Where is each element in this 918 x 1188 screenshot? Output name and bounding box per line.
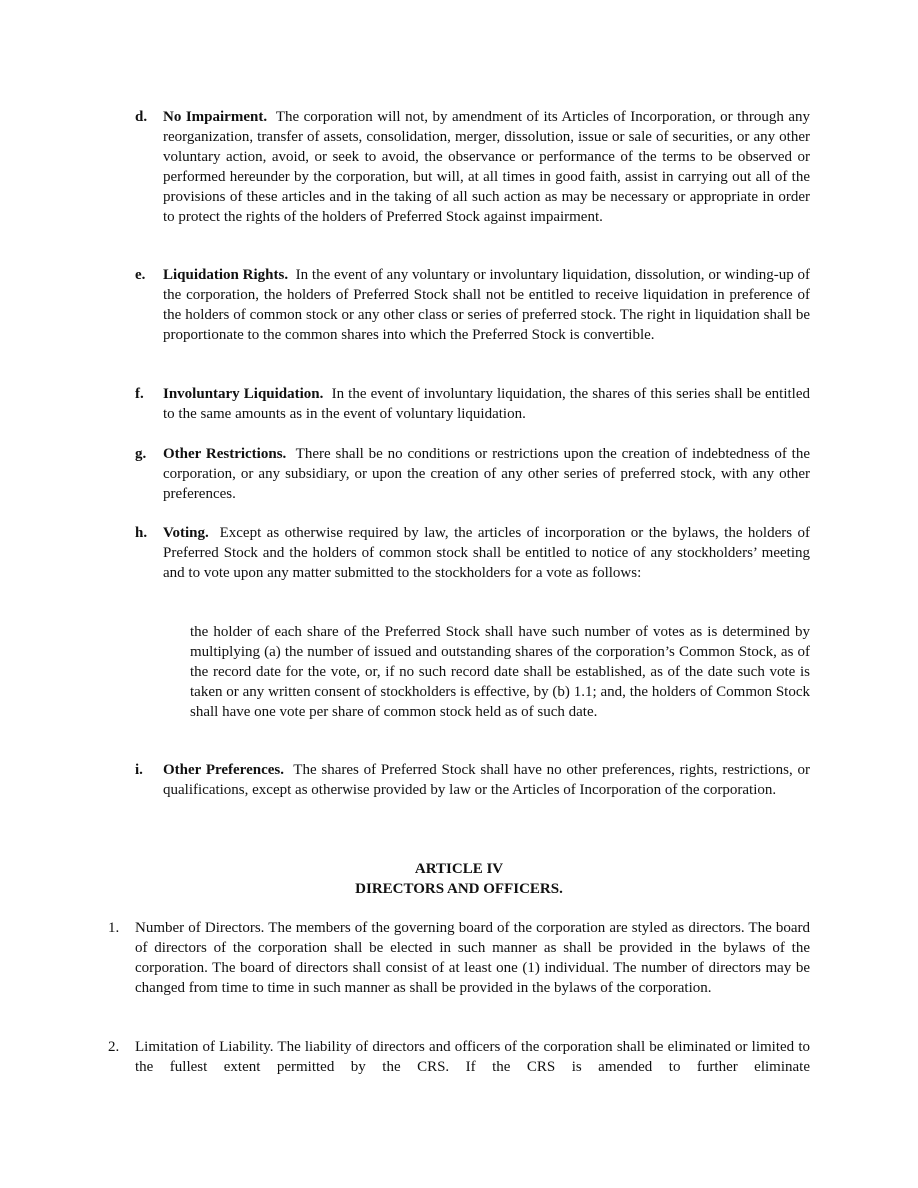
section-i-text: The shares of Preferred Stock shall have no other preferences, rights, restrictions, or qualifications, except as otherwise provided by law or the Articles of Incorporation of the corporation. bbox=[163, 762, 811, 798]
numbered-item-2-text: Limitation of Liability. The liability of directors and officers of the corporation shall be eliminated or limited to the fullest extent permitted by the CRS. If the CRS is amended to further eliminate bbox=[135, 1039, 810, 1075]
section-e-text: In the event of any voluntary or involuntary liquidation, dissolution, or winding-up of the corporation, the holders of Preferred Stock shall not be entitled to receive liquidation in preference of the holders of common stock or any other class or series of preferred stock. The right in liquidation shall be proportionate to the common shares into which the Preferred Stock is convertible. bbox=[163, 267, 811, 343]
section-h-text: Except as otherwise required by law, the articles of incorporation or the bylaws, the holders of Preferred Stock and the holders of common stock shall be entitled to notice of any stockholders’ meeting and to vote upon any matter submitted to the stockholders for a vote as follows: bbox=[163, 525, 810, 581]
section-g-heading: Other Restrictions. bbox=[163, 446, 287, 462]
section-e-heading: Liquidation Rights. bbox=[163, 267, 289, 283]
article-title: DIRECTORS AND OFFICERS. bbox=[355, 881, 563, 897]
numbered-item-1-label: 1. bbox=[108, 920, 120, 936]
section-e-label: e. bbox=[135, 267, 146, 283]
article-number: ARTICLE IV bbox=[414, 861, 504, 877]
section-f-text: In the event of involuntary liquidation, the shares of this series shall be entitled to the same amounts as in the event of voluntary liquidation. bbox=[163, 386, 810, 422]
section-d-text: The corporation will not, by amendment of its Articles of Incorporation, or through any reorganization, transfer of assets, consolidation, merger, dissolution, issue or sale of securities, or any other voluntary action, avoid, or seek to avoid, the observance or performance of the terms to be observed or performed hereunder by the corporation, but will, at all times in good faith, assist in carrying out all of the provisions of these articles and in the taking of all such action as may be necessary or appropriate in order to protect the rights of the holders of Preferred Stock against impairment. bbox=[163, 109, 810, 225]
section-g-label: g. bbox=[135, 446, 147, 462]
voting-formula-quote: the holder of each share of the Preferred Stock shall have such number of votes as is determined by multiplying (a) the number of issued and outstanding shares of the corporation’s Common Stock, as of the record date for the vote, or, if no such record date shall be established, as of the date such vote is taken or any written consent of stockholders is effective, by (b) 1.1; and, the holders of Common Stock shall have one vote per share of common stock held as of such date. bbox=[190, 624, 810, 720]
numbered-item-2-label: 2. bbox=[108, 1039, 120, 1055]
section-i-heading: Other Preferences. bbox=[163, 762, 284, 778]
section-i-label: i. bbox=[135, 762, 143, 778]
section-g-text: There shall be no conditions or restrictions upon the creation of indebtedness of the corporation, or any subsidiary, or upon the creation of any other series of preferred stock, with any other preferences. bbox=[163, 446, 810, 502]
section-d-label: d. bbox=[135, 109, 148, 125]
section-f-heading: Involuntary Liquidation. bbox=[163, 386, 324, 402]
section-h-label: h. bbox=[135, 525, 148, 541]
section-d-heading: No Impairment. bbox=[163, 109, 268, 125]
section-f-label: f. bbox=[135, 386, 144, 402]
section-h-heading: Voting. bbox=[163, 525, 209, 541]
numbered-item-1-text: Number of Directors. The members of the governing board of the corporation are styled as directors. The board of directors of the corporation shall be elected in such manner as shall be provided in the bylaws of the corporation. The board of directors shall consist of at least one (1) individual. The number of directors may be changed from time to time in such manner as shall be provided in the bylaws of the corporation. bbox=[135, 920, 810, 996]
